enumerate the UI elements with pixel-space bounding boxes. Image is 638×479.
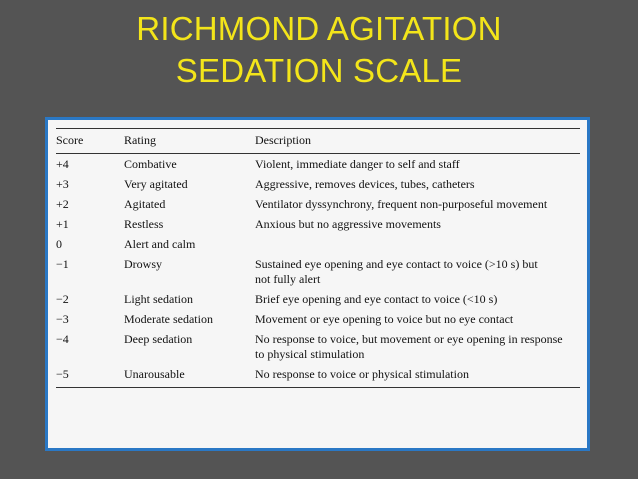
rating-cell: Drowsy	[124, 257, 162, 271]
description-cell	[255, 289, 580, 309]
rating-cell: Alert and calm	[124, 237, 196, 251]
description-text: No response to voice or physical stimulation	[255, 367, 469, 381]
description-text: Sustained eye opening and eye contact to voice (>10 s) but not fully alert	[255, 257, 538, 286]
header-description: Description	[255, 129, 580, 154]
table-row	[56, 329, 580, 364]
header-rating: Rating	[124, 129, 255, 154]
score-cell: −3	[56, 312, 69, 326]
description-text: Violent, immediate danger to self and staff	[255, 157, 460, 171]
description-text: No response to voice, but movement or eye opening in response to physical stimulation	[255, 332, 563, 361]
score-cell: −4	[56, 332, 69, 346]
description-cell	[255, 309, 580, 329]
description-cell	[255, 214, 580, 234]
description-cell	[255, 194, 580, 214]
score-cell: +4	[56, 157, 69, 171]
rating-cell: Deep sedation	[124, 332, 193, 346]
table-header-row	[56, 129, 580, 154]
description-text: Ventilator dyssynchrony, frequent non-purposeful movement	[255, 197, 548, 211]
rating-cell: Unarousable	[124, 364, 255, 388]
table-row	[56, 234, 580, 254]
rating-cell: Restless	[124, 217, 164, 231]
table-row	[56, 154, 580, 175]
table-row	[56, 289, 580, 309]
score-cell: +3	[56, 177, 69, 191]
table-row	[56, 174, 580, 194]
table-row	[56, 194, 580, 214]
header-score: Score	[56, 129, 124, 154]
description-cell	[255, 174, 580, 194]
title-line-1: RICHMOND AGITATION	[136, 10, 502, 47]
score-cell: +1	[56, 217, 69, 231]
description-text: Aggressive, removes devices, tubes, catheters	[255, 177, 475, 191]
description-cell	[255, 364, 580, 388]
score-cell: −5	[56, 364, 124, 388]
table-row	[56, 309, 580, 329]
rating-cell: Light sedation	[124, 292, 193, 306]
table-panel	[45, 117, 590, 451]
table-row	[56, 254, 580, 289]
rating-cell: Very agitated	[124, 177, 188, 191]
score-cell: 0	[56, 237, 62, 251]
description-text: Movement or eye opening to voice but no eye contact	[255, 312, 514, 326]
description-cell	[255, 154, 580, 175]
slide-title	[0, 8, 638, 92]
table-row	[56, 364, 580, 388]
score-cell: −2	[56, 292, 69, 306]
rating-cell: Combative	[124, 157, 177, 171]
description-cell	[255, 254, 580, 289]
table-row	[56, 214, 580, 234]
description-text: Brief eye opening and eye contact to voice (<10 s)	[255, 292, 498, 306]
score-cell: +2	[56, 197, 69, 211]
title-line-2: SEDATION SCALE	[175, 52, 463, 89]
description-text: Anxious but no aggressive movements	[255, 217, 441, 231]
rass-table	[56, 128, 580, 388]
description-cell	[255, 234, 580, 254]
rating-cell: Agitated	[124, 197, 166, 211]
description-cell	[255, 329, 580, 364]
rating-cell: Moderate sedation	[124, 312, 213, 326]
score-cell: −1	[56, 257, 69, 271]
